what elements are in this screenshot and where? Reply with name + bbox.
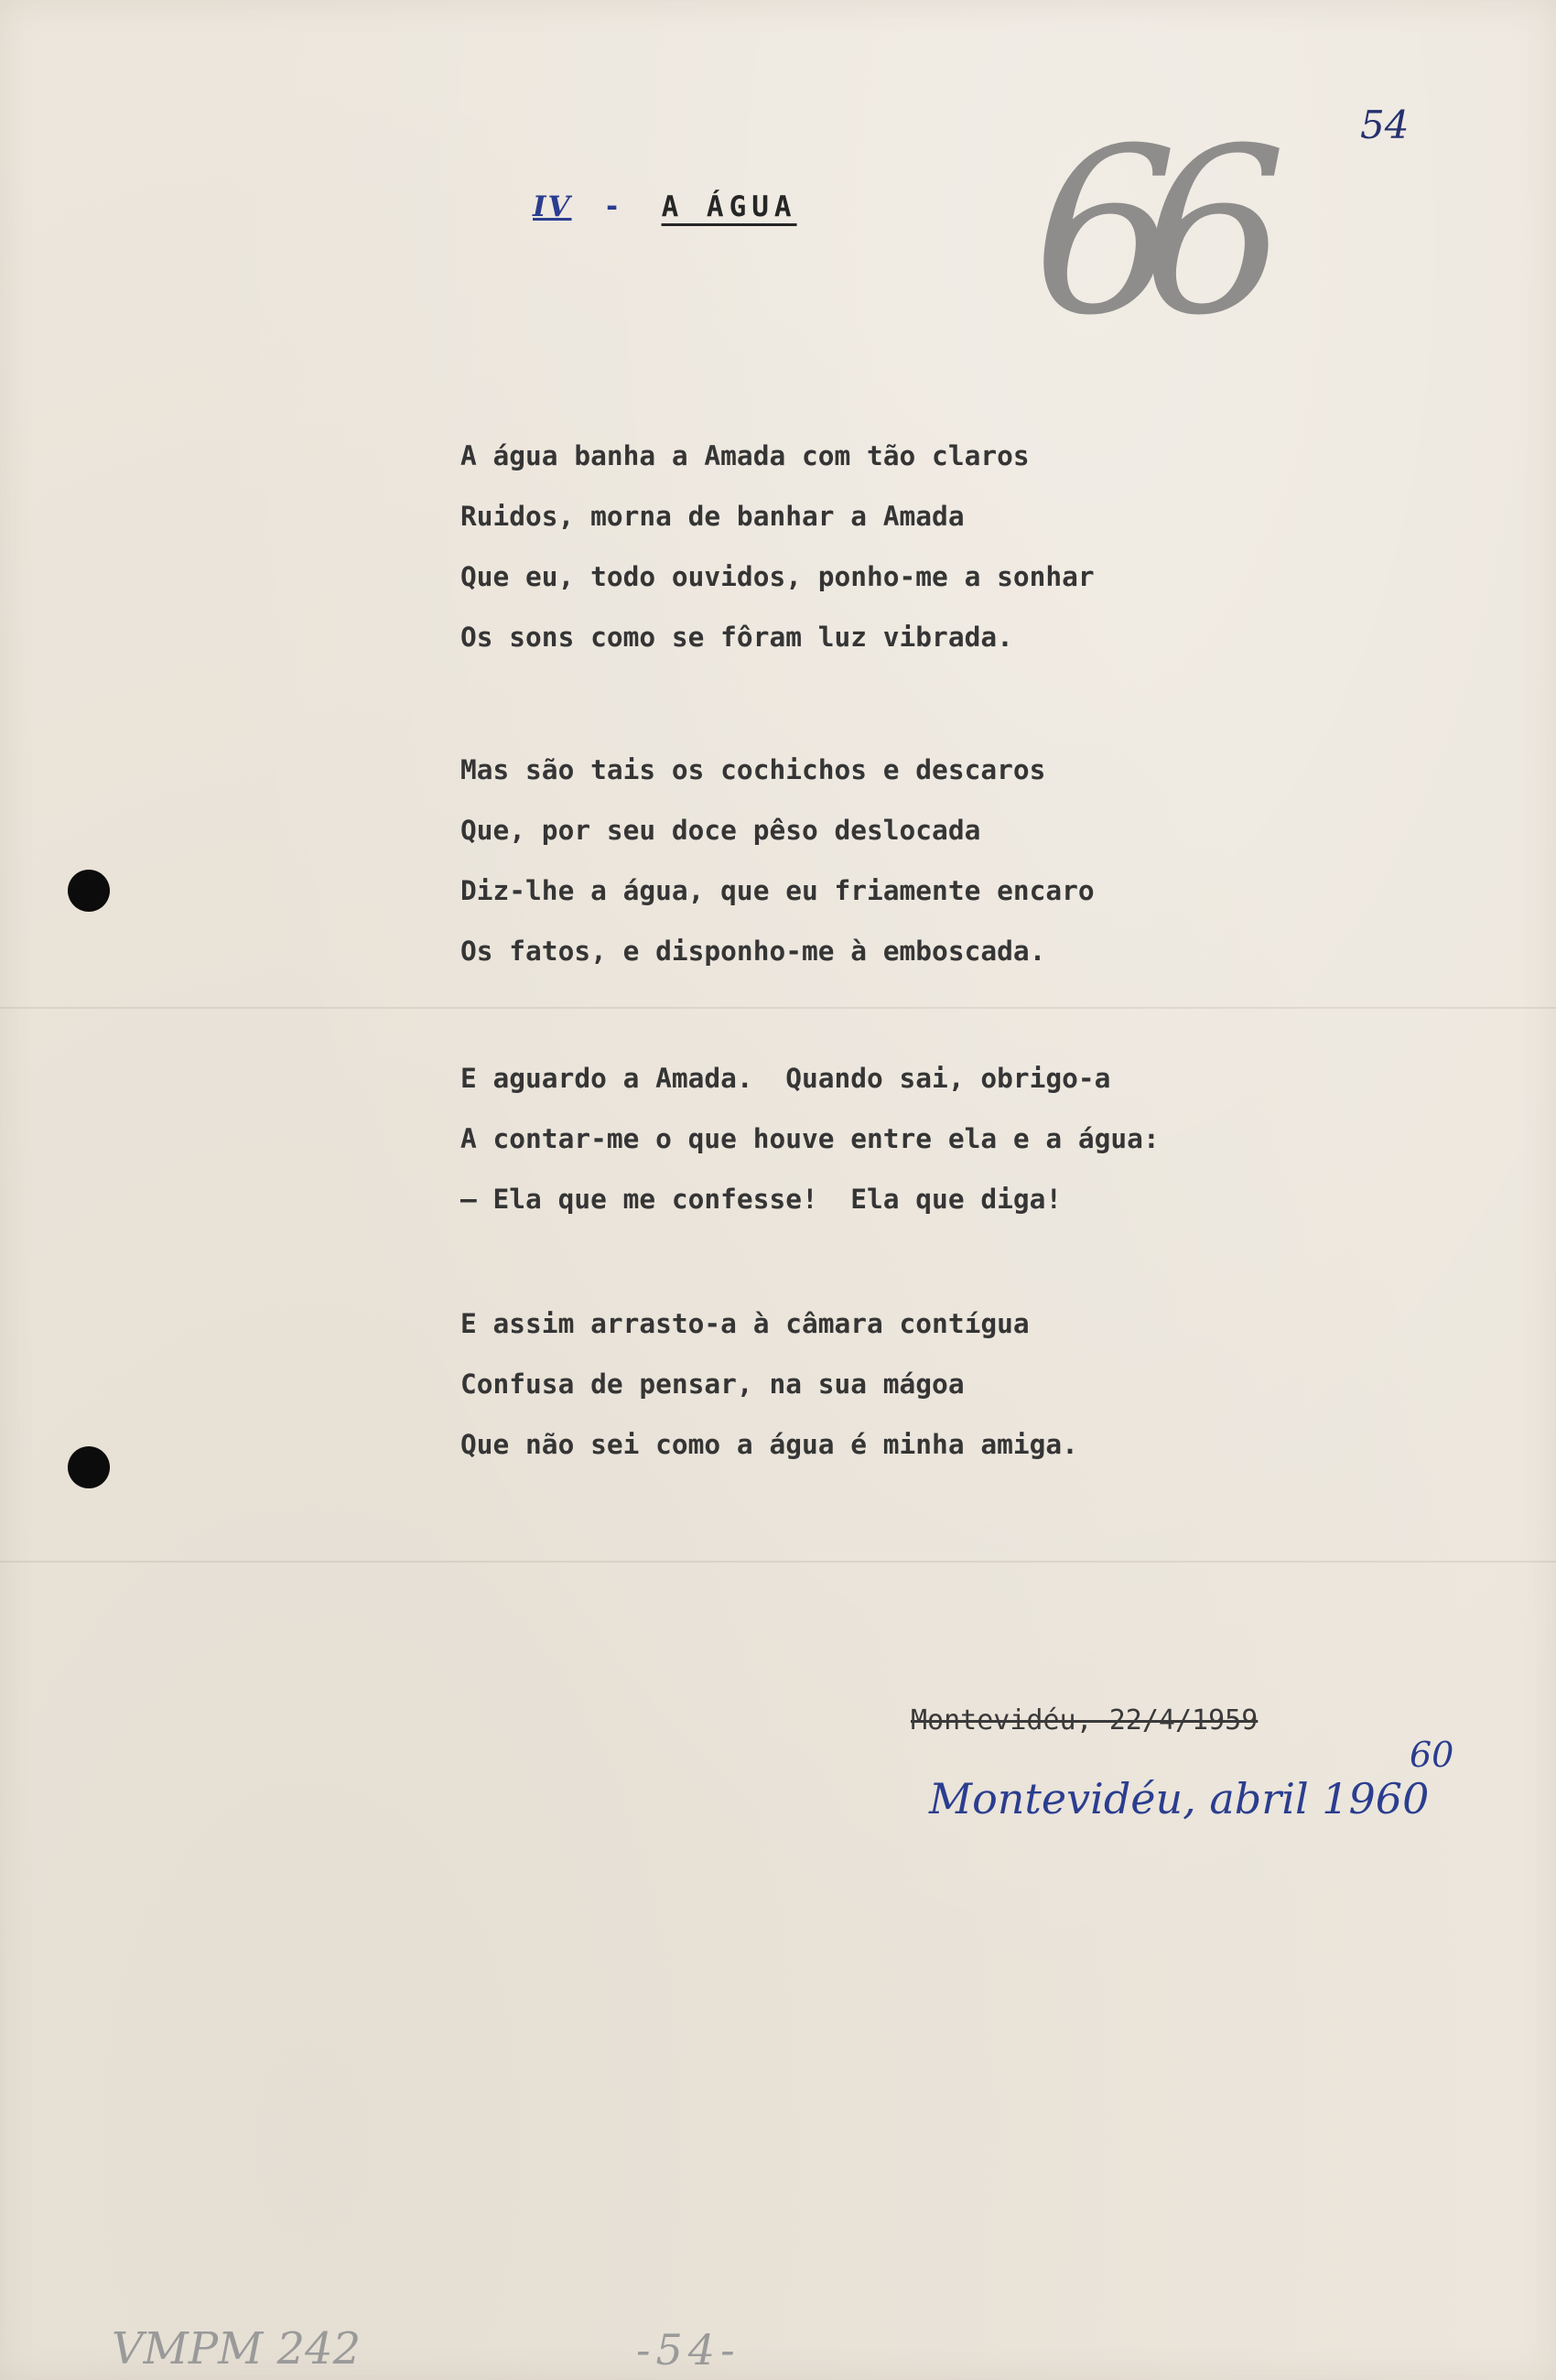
stanza-4 bbox=[460, 1293, 1078, 1475]
stanza-1 bbox=[460, 426, 1095, 667]
title-numeral: IV bbox=[533, 190, 572, 223]
year-correction: 60 bbox=[1410, 1735, 1454, 1775]
verse-line: A contar-me o que houve entre ela e a água: bbox=[460, 1123, 1160, 1154]
verse-line: A água banha a Amada com tão claros bbox=[460, 440, 1030, 471]
verse-line: E assim arrasto-a à câmara contígua bbox=[460, 1308, 1030, 1339]
verse-line: Mas são tais os cochichos e descaros bbox=[460, 754, 1046, 785]
stanza-2 bbox=[460, 740, 1095, 981]
paper-crease bbox=[0, 1561, 1556, 1563]
poem-title bbox=[533, 190, 797, 223]
verse-line: Confusa de pensar, na sua mágoa bbox=[460, 1368, 965, 1400]
paper-crease bbox=[0, 1007, 1556, 1009]
verse-line: Que, por seu doce pêso deslocada bbox=[460, 815, 981, 846]
verse-line: Que eu, todo ouvidos, ponho-me a sonhar bbox=[460, 561, 1095, 592]
title-separator: - bbox=[603, 190, 626, 223]
verse-line: — Ela que me confesse! Ela que diga! bbox=[460, 1184, 1063, 1215]
stanza-3 bbox=[460, 1048, 1160, 1229]
verse-line: Ruidos, morna de banhar a Amada bbox=[460, 501, 965, 532]
call-number: VMPM 242 bbox=[112, 2323, 362, 2375]
title-text: A ÁGUA bbox=[661, 190, 797, 223]
verse-line: Que não sei como a água é minha amiga. bbox=[460, 1429, 1078, 1460]
verse-line: Os sons como se fôram luz vibrada. bbox=[460, 622, 1013, 653]
dateline-struck: Montevidéu, 22/4/1959 bbox=[911, 1704, 1259, 1736]
page-number-bottom: -54- bbox=[636, 2325, 740, 2375]
verse-line: Os fatos, e disponho-me à emboscada. bbox=[460, 936, 1046, 967]
page-number-top: 54 bbox=[1360, 103, 1410, 147]
dateline-handwritten: Montevidéu, abril 1960 bbox=[929, 1774, 1430, 1823]
punch-hole bbox=[68, 870, 110, 912]
verse-line: E aguardo a Amada. Quando sai, obrigo-a bbox=[460, 1063, 1111, 1094]
punch-hole bbox=[68, 1446, 110, 1488]
archive-number: 66 bbox=[1032, 99, 1251, 365]
verse-line: Diz-lhe a água, que eu friamente encaro bbox=[460, 875, 1095, 906]
